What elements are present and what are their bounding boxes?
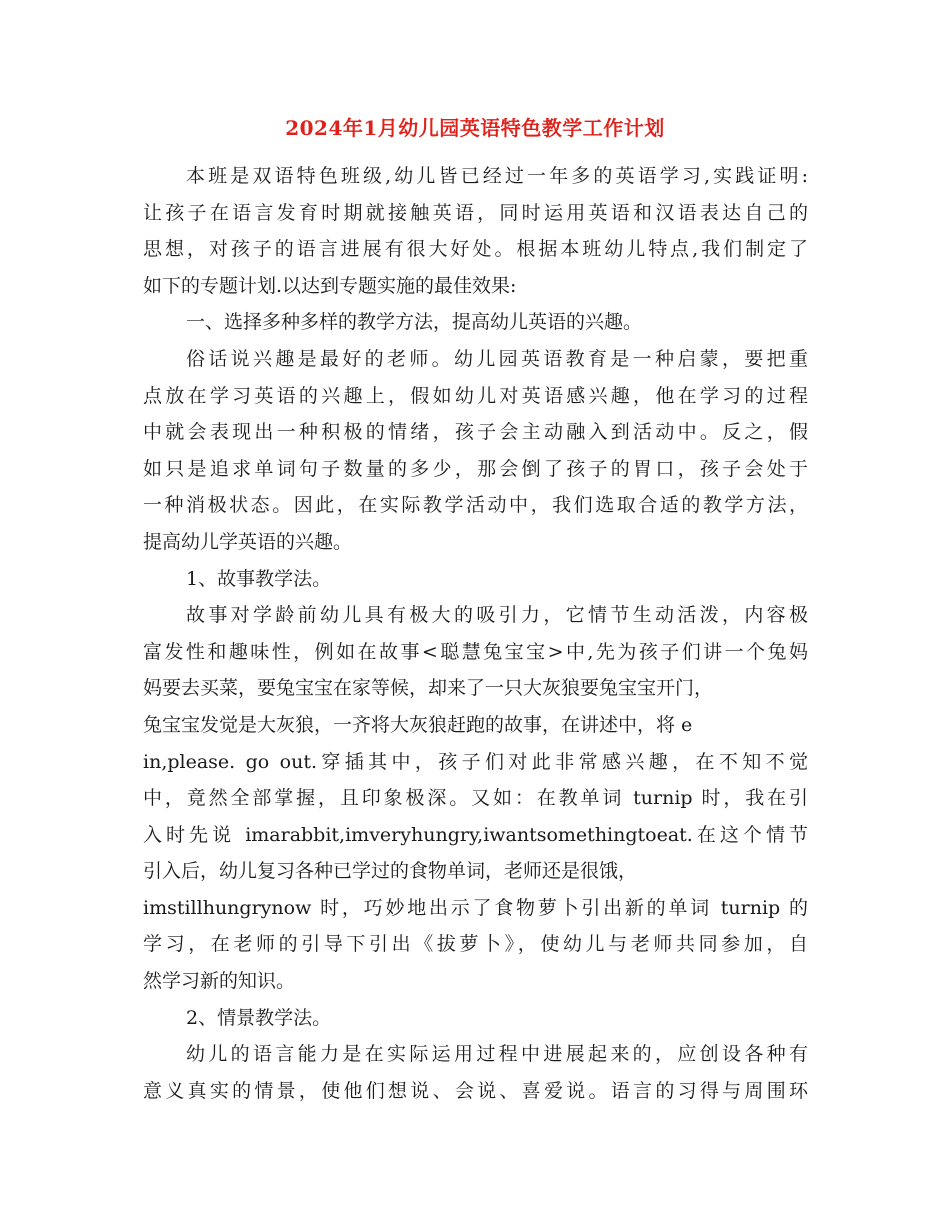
text-line: in,please. go out.穿插其中，孩子们对此非常感兴趣，在不知不觉 (143, 750, 808, 773)
text-line: 中就会表现出一种积极的情绪，孩子会主动融入到活动中。反之，假 (143, 421, 808, 444)
text-line: 然学习新的知识。 (143, 970, 296, 993)
document-title: 2024年1月幼儿园英语特色教学工作计划 (285, 116, 665, 140)
text-line: 1、故事教学法。 (186, 567, 332, 590)
text-line: 让孩子在语言发育时期就接触英语，同时运用英语和汉语表达自己的 (143, 201, 808, 224)
text-line: 入时先说 imarabbit,imveryhungry,iwantsomethingtoeat.在这个情节 (143, 823, 808, 846)
text-line: 故事对学龄前幼儿具有极大的吸引力，它情节生动活泼，内容极 (186, 604, 808, 627)
text-line: 幼儿的语言能力是在实际运用过程中进展起来的，应创设各种有 (186, 1043, 808, 1066)
text-line: 本班是双语特色班级,幼儿皆已经过一年多的英语学习,实践证明: (186, 165, 808, 187)
text-line: 思想，对孩子的语言进展有很大好处。根据本班幼儿特点,我们制定了 (143, 238, 808, 261)
text-line: 学习，在老师的引导下引出《拔萝卜》，使幼儿与老师共同参加，自 (143, 933, 808, 956)
text-line: imstillhungrynow 时，巧妙地出示了食物萝卜引出新的单词 turnip 的 (143, 896, 808, 919)
text-line: 如下的专题计划.以达到专题实施的最佳效果: (143, 274, 517, 297)
text-line: 引入后，幼儿复习各种已学过的食物单词，老师还是很饿， (143, 860, 638, 883)
document-body (143, 158, 808, 1109)
text-line: 兔宝宝发觉是大灰狼，一齐将大灰狼赶跑的故事，在讲述中，将 e (143, 713, 693, 736)
text-line: 富发性和趣味性，例如在故事<聪慧兔宝宝>中,先为孩子们讲一个兔妈 (143, 640, 808, 663)
text-line: 意义真实的情景，使他们想说、会说、喜爱说。语言的习得与周围环 (143, 1079, 808, 1102)
text-line: 妈要去买菜，要兔宝宝在家等候，却来了一只大灰狼要兔宝宝开门， (143, 677, 714, 700)
text-line: 一、选择多种多样的教学方法，提高幼儿英语的兴趣。 (186, 311, 643, 334)
text-line: 俗话说兴趣是最好的老师。幼儿园英语教育是一种启蒙，要把重 (186, 347, 808, 370)
text-line: 提高幼儿学英语的兴趣。 (143, 530, 353, 553)
text-line: 如只是追求单词句子数量的多少，那会倒了孩子的胃口，孩子会处于 (143, 457, 808, 480)
text-line: 中，竟然全部掌握，且印象极深。又如：在教单词 turnip 时，我在引 (143, 787, 808, 810)
text-line: 一种消极状态。因此，在实际教学活动中，我们选取合适的教学方法， (143, 494, 808, 517)
text-line: 2、情景教学法。 (186, 1006, 332, 1029)
text-line: 点放在学习英语的兴趣上，假如幼儿对英语感兴趣，他在学习的过程 (143, 384, 808, 407)
